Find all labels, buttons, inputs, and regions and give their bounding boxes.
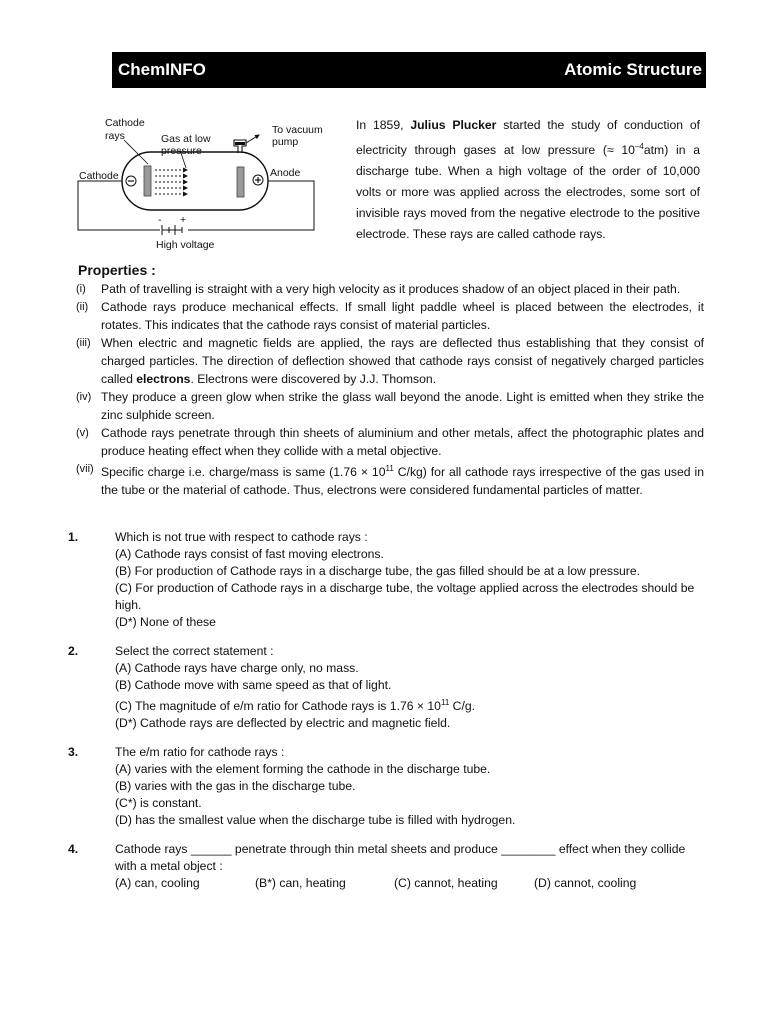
option-b: (B) For production of Cathode rays in a discharge tube, the gas filled should be at a low pressure. xyxy=(115,564,641,578)
option-b: (B) varies with the gas in the discharge tube. xyxy=(115,779,356,794)
property-item xyxy=(76,424,704,460)
property-text-b: C/kg) for all cathode rays irrespective of the gas used in the tube or the material of cathode. Thus, electrons were considered fundamental particles of matter. xyxy=(101,465,704,498)
pump-connector xyxy=(234,140,246,153)
option-a: (A) Cathode rays have charge only, no mass. xyxy=(115,661,359,675)
option-c-text: (C) The magnitude of e/m ratio for Cathode rays is 1.76 × 10 xyxy=(115,699,441,714)
property-exponent: 11 xyxy=(385,464,394,473)
option-b: (B*) can, heating xyxy=(255,876,346,891)
property-text xyxy=(101,334,704,388)
property-number: (ii) xyxy=(76,301,89,313)
label-cathode-rays-line2: rays xyxy=(105,130,125,142)
question-stem: Cathode rays ______ penetrate through thin metal sheets and produce ________ effect when they collide with a metal object : xyxy=(115,842,686,874)
options-row xyxy=(115,875,710,892)
question-1 xyxy=(68,529,710,631)
question-stem: The e/m ratio for cathode rays : xyxy=(115,745,285,760)
label-gas-line1: Gas at low xyxy=(161,133,211,145)
pump-arrow xyxy=(246,135,259,143)
intro-text-c: atm) in a discharge tube. When a high voltage of the order of 10,000 volts or more was applied across the electrodes, some sort of invisible rays moved from the negative electrode to the positive electrode. These rays are called cathode rays. xyxy=(356,143,700,242)
option-b: (B) Cathode move with same speed as that of light. xyxy=(115,678,392,692)
option-d: (D) has the smallest value when the discharge tube is filled with hydrogen. xyxy=(115,813,516,828)
option-a: (A) varies with the element forming the cathode in the discharge tube. xyxy=(115,762,491,777)
option-d: (D*) Cathode rays are deflected by electric and magnetic field. xyxy=(115,716,451,731)
property-text: They produce a green glow when strike the glass wall beyond the anode. Light is emitted when they strike the zinc sulphide screen. xyxy=(101,390,704,422)
question-number: 1. xyxy=(68,530,79,544)
properties-heading: Properties : xyxy=(78,262,156,278)
option-c: (C) For production of Cathode rays in a discharge tube, the voltage applied across the electrodes should be high. xyxy=(115,581,695,612)
property-text: Path of travelling is straight with a very high velocity as it produces shadow of an object placed in their path. xyxy=(101,282,681,296)
property-text-a: When electric and magnetic fields are applied, the rays are deflected thus establishing that they consist of charged particles. The direction of deflection showed that cathode rays consist of negatively charged particles called xyxy=(101,336,704,386)
question-number: 2. xyxy=(68,644,79,658)
option-c: (C) cannot, heating xyxy=(394,876,498,891)
property-number: (iii) xyxy=(76,337,91,349)
label-vacuum-line1: To vacuum xyxy=(272,124,323,136)
header-topic: Atomic Structure xyxy=(564,60,702,79)
property-number: (vii) xyxy=(76,463,94,475)
discharge-tube-diagram xyxy=(76,112,346,254)
property-item xyxy=(76,334,704,388)
option-c: (C*) is constant. xyxy=(115,796,202,811)
question-stem: Select the correct statement : xyxy=(115,644,274,658)
property-number: (i) xyxy=(76,283,86,295)
page-header xyxy=(112,52,706,88)
option-a: (A) Cathode rays consist of fast moving electrons. xyxy=(115,547,384,561)
label-cathode: Cathode xyxy=(79,170,119,182)
property-item xyxy=(76,460,704,499)
label-minus: - xyxy=(158,214,162,226)
option-d: (D*) None of these xyxy=(115,615,216,629)
label-gas-line2: pressure xyxy=(161,145,202,157)
intro-person-name: Julius Plucker xyxy=(410,118,497,132)
option-c xyxy=(115,694,710,715)
circuit-wire xyxy=(78,181,314,230)
intro-text-b: started the study of conduction of electricity through gases at low pressure (≈ 10 xyxy=(356,118,700,158)
property-bold-term: electrons xyxy=(136,372,191,386)
option-c-unit: C/g. xyxy=(449,699,476,714)
question-stem: Which is not true with respect to cathode rays : xyxy=(115,530,368,544)
property-text-a: Specific charge i.e. charge/mass is same (1.76 × 10 xyxy=(101,465,386,480)
label-high-voltage: High voltage xyxy=(156,239,215,251)
property-text: Cathode rays penetrate through thin sheets of aluminium and other metals, affect the photographic plates and produce heating effect when they collide with a metal objective. xyxy=(101,426,704,458)
option-a: (A) can, cooling xyxy=(115,876,200,891)
anode-plate xyxy=(237,167,244,197)
cathode-plate xyxy=(144,166,151,196)
property-number: (v) xyxy=(76,427,89,439)
cathode-ray-arrows xyxy=(155,170,187,194)
property-item xyxy=(76,388,704,424)
label-vacuum-line2: pump xyxy=(272,136,299,148)
intro-exponent: –4 xyxy=(634,142,644,151)
property-text xyxy=(101,460,704,499)
intro-paragraph xyxy=(356,115,700,245)
label-anode: Anode xyxy=(270,167,301,179)
property-text-b: . Electrons were discovered by J.J. Thomson. xyxy=(190,372,437,386)
label-cathode-rays-line1: Cathode xyxy=(105,117,145,129)
property-item xyxy=(76,280,704,298)
intro-text-a: In 1859, xyxy=(356,118,404,132)
question-number: 4. xyxy=(68,842,79,857)
question-2 xyxy=(68,643,710,732)
property-item xyxy=(76,298,704,334)
question-3 xyxy=(68,744,710,829)
property-number: (iv) xyxy=(76,391,92,403)
question-number: 3. xyxy=(68,745,79,760)
question-4 xyxy=(68,841,710,892)
property-text: Cathode rays produce mechanical effects. If small light paddle wheel is placed between the electrodes, it rotates. This indicates that the cathode rays consist of material particles. xyxy=(101,300,704,332)
option-c-exponent: 11 xyxy=(440,698,450,707)
properties-list xyxy=(76,280,704,499)
header-brand: ChemINFO xyxy=(118,60,206,79)
label-plus: + xyxy=(180,214,187,226)
question-list xyxy=(68,529,710,904)
option-d: (D) cannot, cooling xyxy=(534,876,637,891)
battery-symbol xyxy=(162,225,182,235)
